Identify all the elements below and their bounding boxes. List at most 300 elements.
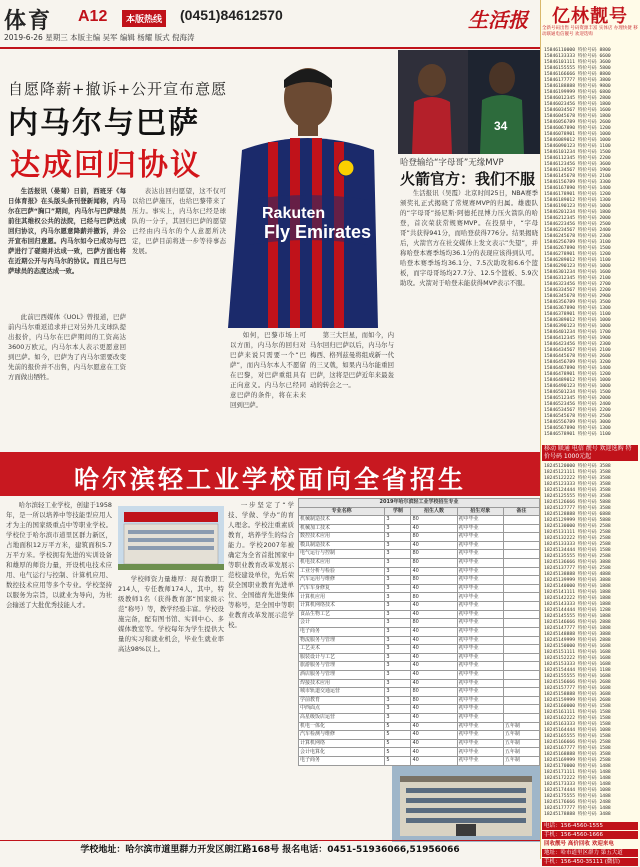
table-row [299,653,540,662]
table-cell [503,627,539,636]
table-cell: 3 [385,653,411,662]
table-cell: 3 [385,541,411,550]
phone-number-item: 18245140000 特价号码 1888 [544,584,611,589]
table-cell [503,559,539,568]
phone-number-item: 15846467890 特价号码 1400 [544,366,611,371]
phone-number-item: 15846145678 特价号码 2100 [544,174,611,179]
table-cell: 40 [411,757,457,766]
phone-number-item: 15846445678 特价号码 2600 [544,354,611,359]
table-cell: 80 [411,516,457,525]
table-row [299,567,540,576]
table-cell: 80 [411,559,457,568]
phone-number-item: 18245153333 特价号码 1688 [544,662,611,667]
phone-number-item: 15846289012 特价号码 1100 [544,258,611,263]
phone-number-item: 15846034567 特价号码 1600 [544,108,611,113]
table-cell: 40 [411,610,457,619]
table-cell: 初中毕业 [457,714,503,723]
table-cell: 3 [385,559,411,568]
contact-line: 手机：156-450-35111 (微信) [542,858,638,866]
table-row [299,705,540,714]
table-cell: 3 [385,636,411,645]
table-row [299,731,540,740]
phone-number-item: 18245174444 特价号码 1088 [544,788,611,793]
phone-number-item: 15846167890 特价号码 1400 [544,186,611,191]
phone-number-item: 18245125555 特价号码 3588 [544,494,611,499]
table-row [299,696,540,705]
table-cell: 初中毕业 [457,576,503,585]
table-cell: 3 [385,524,411,533]
table-cell: 五年制 [503,748,539,757]
table-row [299,576,540,585]
table-cell [503,670,539,679]
phone-number-item: 15846312345 特价号码 2100 [544,276,611,281]
sidebar-contact [542,822,638,867]
phone-number-item: 18245147777 特价号码 1888 [544,626,611,631]
phone-number-item: 18245165555 特价号码 1588 [544,734,611,739]
table-cell: 机械加工技术 [299,524,385,533]
table-row [299,739,540,748]
table-cell: 40 [411,524,457,533]
table-cell: 数控技术应用 [299,533,385,542]
table-cell: 初中毕业 [457,696,503,705]
phone-number-item: 15846267890 特价号码 1500 [544,246,611,251]
phone-number-item: 18245132222 特价号码 2588 [544,536,611,541]
date-line: 2019-6-26 星期三 本版主编 吴军 编辑 杨耀 版式 倪海涛 [4,33,195,42]
table-cell: 5 [385,722,411,731]
table-cell: 初中毕业 [457,593,503,602]
phone-number-item: 18245128888 特价号码 6888 [544,512,611,517]
table-header-cell: 招生人数 [411,507,457,516]
table-cell: 工艺美术 [299,645,385,654]
table-cell [503,662,539,671]
phone-number-item: 18245163333 特价号码 1588 [544,722,611,727]
phone-number-item: 15846155555 特价号码 5800 [544,66,611,71]
table-cell: 初中毕业 [457,627,503,636]
phone-number-item: 18245172222 特价号码 1488 [544,776,611,781]
table-cell: 80 [411,688,457,697]
table-row [299,610,540,619]
table-cell: 40 [411,731,457,740]
phone-number-item: 15846389012 特价号码 1000 [544,318,611,323]
table-cell: 焊接技术应用 [299,679,385,688]
table-cell: 工业分析与检验 [299,567,385,576]
masthead-rule [0,47,540,49]
table-cell: 3 [385,516,411,525]
phone-number-item: 15846434567 特价号码 2100 [544,348,611,353]
table-cell: 食品生物工艺 [299,610,385,619]
phone-number-item: 18245136666 特价号码 3888 [544,560,611,565]
neymar-col-5: 第三大巨星，而如今，内马尔回归巴萨以后，内马尔与梅西、格列兹曼将组成新一代的三叉戟，如果内马尔能重回巴萨，这将是巴萨近年来最轰动的转会之一。 [310,331,394,389]
neymar-kicker: 自愿降薪+撤诉+公开宣布意愿 [8,80,228,98]
phone-number-item: 18245164444 特价号码 1088 [544,728,611,733]
table-header-cell: 备注 [503,507,539,516]
table-cell [503,541,539,550]
table-cell: 初中毕业 [457,610,503,619]
phone-number-item: 18245122222 特价号码 3588 [544,476,611,481]
phone-number-item: 18245157777 特价号码 1688 [544,686,611,691]
phone-number-item: 18245167777 特价号码 1588 [544,746,611,751]
table-cell: 40 [411,584,457,593]
phone-number-item: 15846490123 特价号码 1000 [544,384,611,389]
table-cell: 高星级饭店运营 [299,714,385,723]
table-cell: 5 [385,757,411,766]
phone-number-item: 18245139999 特价号码 3888 [544,578,611,583]
table-cell: 5 [385,739,411,748]
table-cell: 初中毕业 [457,550,503,559]
table-cell: 3 [385,705,411,714]
table-cell: 初中毕业 [457,541,503,550]
phone-number-item: 18245127777 特价号码 3588 [544,506,611,511]
table-row [299,533,540,542]
ad-footer: 学校地址：哈尔滨市道里群力开发区朗江路168号 报名电话：0451-51936066,51956066 [0,840,540,859]
table-cell: 初中毕业 [457,705,503,714]
phone-number-item: 18245129999 特价号码 5888 [544,518,611,523]
table-cell: 初中毕业 [457,757,503,766]
table-cell: 五年制 [503,757,539,766]
table-cell [503,645,539,654]
phone-number-item: 15846489012 特价号码 1000 [544,378,611,383]
sidebar-title: 亿林靓号 [552,6,628,27]
table-cell [503,688,539,697]
table-row [299,645,540,654]
table-cell: 会计 [299,619,385,628]
table-cell: 初中毕业 [457,653,503,662]
phone-number-item: 15846134567 特价号码 1900 [544,168,611,173]
phone-number-item: 15846578901 特价号码 1100 [544,432,611,437]
table-cell: 3 [385,576,411,585]
phone-number-item: 15846190123 特价号码 1000 [544,204,611,209]
table-cell: 40 [411,670,457,679]
table-cell: 3 [385,550,411,559]
hotline-label: 本版热线 [122,10,166,27]
table-cell: 3 [385,714,411,723]
table-cell [503,550,539,559]
phone-number-item: 15846189012 特价号码 1300 [544,198,611,203]
table-cell: 40 [411,739,457,748]
phone-number-item: 18245159999 特价号码 2688 [544,698,611,703]
table-cell: 学前教育 [299,696,385,705]
table-cell: 3 [385,610,411,619]
phone-number-item: 18245131111 特价号码 2588 [544,530,611,535]
phone-number-item: 18245138888 特价号码 4888 [544,572,611,577]
table-row [299,541,540,550]
table-cell: 3 [385,662,411,671]
table-cell: 五年制 [503,722,539,731]
table-cell: 5 [385,731,411,740]
table-cell [503,696,539,705]
table-cell [503,610,539,619]
table-cell: 五年制 [503,731,539,740]
table-cell: 初中毕业 [457,739,503,748]
table-cell: 初中毕业 [457,670,503,679]
phone-number-item: 18245175555 特价号码 1488 [544,794,611,799]
phone-number-item: 18245170000 特价号码 1488 [544,764,611,769]
phone-number-item: 15846201234 特价号码 1800 [544,210,611,215]
page-code: A12 [78,8,108,25]
table-cell [503,524,539,533]
phone-number-item: 15846478901 特价号码 1200 [544,372,611,377]
phone-number-item: 15846290123 特价号码 1000 [544,264,611,269]
phone-number-item: 18245176666 特价号码 2488 [544,800,611,805]
neymar-headline: 内马尔与巴萨 [8,106,200,141]
phone-number-item: 15846212345 特价号码 2000 [544,216,611,221]
table-row [299,550,540,559]
table-cell: 初中毕业 [457,516,503,525]
table-cell: 40 [411,722,457,731]
table-cell: 3 [385,593,411,602]
table-cell: 初中毕业 [457,602,503,611]
contact-line: 电话：156-4560-1555 [542,822,638,830]
phone-number-item: 18245144444 特价号码 1288 [544,608,611,613]
table-header-row [299,507,540,516]
phone-number-item: 15846390123 特价号码 1000 [544,324,611,329]
table-cell: 3 [385,627,411,636]
phone-number-item: 18245171111 特价号码 1488 [544,770,611,775]
table-cell: 初中毕业 [457,688,503,697]
phone-number-item: 18245169999 特价号码 2588 [544,758,611,763]
table-cell: 3 [385,688,411,697]
table-cell: 3 [385,567,411,576]
table-row [299,722,540,731]
mvp-article-body: 生活报讯（吴霞）北京时间25日，NBA赛季颁奖礼正式揭晓了常规赛MVP的归属。雄鹿队的“字母哥”扬尼斯·阿德托昆博力压火箭队的哈登，首次荣获常规赛MVP。在投票中，“字母哥”共获得941分，而哈登获得776分。结果揭晓后，火箭官方在社交媒体上发文表示“失望”，并称哈登本赛季场均36.1分的表现应该得到认可。哈登本赛季场均36.1分、7.5次助攻和6.6个篮板，而字母哥场均27.7分、12.5个篮板、5.9次助攻。火箭对于哈登未能获得MVP表示不服。 [400,189,538,287]
phone-number-item: 15846345678 特价号码 2900 [544,294,611,299]
phone-number-item: 15846412345 特价号码 1900 [544,336,611,341]
table-cell: 40 [411,541,457,550]
table-caption: 2019年哈尔滨轻工业学校招生专业 [299,499,540,508]
table-cell: 3 [385,533,411,542]
phone-number-item: 15846567890 特价号码 1300 [544,426,611,431]
table-cell: 模具制造技术 [299,541,385,550]
svg-text:34: 34 [494,119,508,133]
table-cell: 初中毕业 [457,645,503,654]
table-cell [503,516,539,525]
table-row [299,559,540,568]
table-row [299,662,540,671]
table-cell: 初中毕业 [457,619,503,628]
table-cell: 中西面点 [299,705,385,714]
phone-number-item: 18245146666 特价号码 2888 [544,620,611,625]
table-cell: 40 [411,567,457,576]
table-cell [503,593,539,602]
table-cell: 80 [411,696,457,705]
table-cell: 初中毕业 [457,722,503,731]
table-cell: 40 [411,679,457,688]
phone-number-item: 18245154444 特价号码 1188 [544,668,611,673]
table-cell [503,567,539,576]
table-cell [503,679,539,688]
table-cell: 40 [411,714,457,723]
phone-number-item: 15846112345 特价号码 2200 [544,156,611,161]
table-cell: 40 [411,748,457,757]
table-cell: 3 [385,619,411,628]
phone-number-item: 15846078901 特价号码 1000 [544,132,611,137]
table-cell: 初中毕业 [457,524,503,533]
mvp-photo [398,50,540,154]
neymar-col-4: 如何，巴黎市场上可以方面，内马尔的回归对巴萨来说只需要一个“巴萨”，而内马尔本人不愿留在巴黎，对巴萨重组具有正向意义。内马尔已经同意巴萨的条件，将在未来回到巴萨。 [230,331,306,409]
table-row [299,584,540,593]
phone-number-item: 18245160000 特价号码 1588 [544,704,611,709]
ad-col-left: 哈尔滨轻工业学校，创建于1958年，是一所以培养中等技能型应用人才为主的国家级重点中等职业学校。学校位于哈尔滨市道里区群力新区，占地面积12万平方米，建筑面积5.7万平方米。学校拥有先进的实训设备和雄厚的师资力量，开设机电技术应用、电气运行与控制、计算机应用、数控技术应用等多个专业。学校坚持以服务为宗旨，以就业为导向，为社会输送了大批优秀技能人才。 [6,501,112,609]
phone-number-item: 18245177777 特价号码 1488 [544,806,611,811]
table-cell: 80 [411,533,457,542]
mvp-photo-caption: 哈登输给“字母哥”无缘MVP [400,158,504,168]
svg-text:Fly Emirates: Fly Emirates [264,222,372,242]
table-header-cell: 专业名称 [299,507,385,516]
table-header-cell: 学制 [385,507,411,516]
phone-number-item: 15846545678 特价号码 2500 [544,414,611,419]
phone-number-item: 15846301234 特价号码 1600 [544,270,611,275]
table-row [299,636,540,645]
phone-number-item: 15846501234 特价号码 1500 [544,390,611,395]
table-cell: 初中毕业 [457,559,503,568]
section-name: 体育 [4,8,53,34]
contact-line: 地址：哈市道里区群力 第五大道 [542,849,638,857]
table-header-cell: 招生对象 [457,507,503,516]
phone-number-item: 15846101111 特价号码 3600 [544,60,611,65]
phone-number-item: 18245161111 特价号码 1588 [544,710,611,715]
phone-number-item: 18245133333 特价号码 2588 [544,542,611,547]
enrollment-table [298,498,540,766]
table-cell: 初中毕业 [457,584,503,593]
phone-number-item: 15846367890 特价号码 1300 [544,306,611,311]
table-cell: 初中毕业 [457,731,503,740]
table-cell: 会计电算化 [299,748,385,757]
neymar-photo [228,50,378,328]
phone-number-item: 15846378901 特价号码 1100 [544,312,611,317]
phone-number-item: 15846356789 特价号码 3500 [544,300,611,305]
table-cell: 计算机网络 [299,739,385,748]
table-cell: 40 [411,705,457,714]
phone-number-item: 18245141111 特价号码 1888 [544,590,611,595]
table-cell: 旅游服务与管理 [299,662,385,671]
table-cell: 五年制 [503,739,539,748]
number-list-a [544,48,638,444]
table-cell [503,636,539,645]
table-cell [503,714,539,723]
phone-number-item: 15846223456 特价号码 2500 [544,222,611,227]
table-cell: 酒店服务与管理 [299,670,385,679]
phone-number-item: 15846556789 特价号码 3000 [544,420,611,425]
table-cell: 3 [385,670,411,679]
hotline-number: (0451)84612570 [180,7,283,23]
phone-number-item: 15846178901 特价号码 1200 [544,192,611,197]
phone-number-item: 18245130000 特价号码 2588 [544,524,611,529]
table-cell: 电子商务 [299,757,385,766]
table-cell [503,653,539,662]
phone-number-item: 15846089012 特价号码 1000 [544,138,611,143]
phone-number-item: 15846123456 特价号码 3600 [544,162,611,167]
table-cell: 电子商务 [299,627,385,636]
phone-number-item: 18245155555 特价号码 1688 [544,674,611,679]
ad-col-mid: 学校师资力量雄厚：现有教职工214人，专任教师174人，其中，特级教师1名（获得教育部“国家级示范”称号）等，教学经验丰富。学校设施完备，配有图书馆、实训中心、多媒体教室等。学校每年为学生提供大量的实习和就业机会，毕业生就业率高达98%以上。 [118,575,224,653]
table-cell: 初中毕业 [457,748,503,757]
table-row [299,524,540,533]
phone-number-item: 18245143333 特价号码 1888 [544,602,611,607]
phone-number-item: 18245162222 特价号码 1588 [544,716,611,721]
phone-number-item: 15846245678 特价号码 2300 [544,234,611,239]
phone-number-item: 18245120000 特价号码 3588 [544,464,611,469]
phone-number-item: 15846278901 特价号码 1200 [544,252,611,257]
table-cell: 计算机网络技术 [299,602,385,611]
phone-number-item: 18245148888 特价号码 3888 [544,632,611,637]
phone-number-item: 15846423456 特价号码 2300 [544,342,611,347]
mvp-headline: 火箭官方：我们不服 [400,170,536,188]
phone-number-item: 15846523456 特价号码 2400 [544,402,611,407]
contact-line: 回收靓号 高价回收 欢迎来电 [542,840,638,848]
table-cell: 初中毕业 [457,679,503,688]
table-cell: 电气运行与控制 [299,550,385,559]
table-cell: 初中毕业 [457,636,503,645]
table-row [299,602,540,611]
school-building-photo [392,766,540,842]
neymar-col-3: 表达出回归愿望，这不仅可以给巴萨施压，也给巴黎带来了压力。事实上，内马尔已经是球队的一分子，其回归巴萨的愿望已经由内马尔的个人意愿所决定，巴萨目前将进一步等待事态发展。 [132,187,226,255]
table-row [299,748,540,757]
neymar-col-1: 生活报讯（晏菊）日前，西班牙《每日体育报》在头版头条刊登新闻称，内马尔在巴萨“胸口”期间，内马尔与巴萨球员前往其维权公共的法院，已经与巴萨达成回归协议，内马尔愿意降薪并撤诉，并公开宣布回归意愿。内马尔如今已成功与巴萨进行了磋商并达成一致，巴萨方面也将在近期公开与内马尔的协议。而且已与巴萨球员的态度达成一致。 [8,187,126,275]
phone-number-item: 18245137777 特价号码 2588 [544,566,611,571]
phone-number-item: 18245152222 特价号码 1688 [544,656,611,661]
phone-number-item: 18245173333 特价号码 1488 [544,782,611,787]
phone-number-item: 15846067890 特价号码 1200 [544,126,611,131]
table-cell: 机电技术应用 [299,559,385,568]
table-row [299,688,540,697]
phone-number-item: 18245156666 特价号码 2688 [544,680,611,685]
table-cell [503,619,539,628]
table-cell: 机械制造技术 [299,516,385,525]
table-cell: 5 [385,748,411,757]
table-cell: 40 [411,602,457,611]
phone-number-item: 15846023456 特价号码 1800 [544,102,611,107]
phone-number-item: 15846045678 特价号码 1800 [544,114,611,119]
table-cell [503,602,539,611]
phone-number-item: 15846156789 特价号码 3300 [544,180,611,185]
table-cell [503,576,539,585]
newspaper-logo: 生活报 [468,8,528,32]
table-cell: 计算机应用 [299,593,385,602]
phone-number-item: 15846401234 特价号码 1700 [544,330,611,335]
phone-number-item: 18245168888 特价号码 3588 [544,752,611,757]
table-cell: 服装设计与工艺 [299,653,385,662]
table-cell [503,705,539,714]
phone-number-item: 18245135555 特价号码 2588 [544,554,611,559]
table-cell: 80 [411,619,457,628]
table-cell: 3 [385,696,411,705]
table-row [299,670,540,679]
table-cell: 汽车检测与维修 [299,731,385,740]
table-cell: 物流服务与管理 [299,636,385,645]
table-cell: 80 [411,576,457,585]
table-cell: 初中毕业 [457,533,503,542]
table-cell: 40 [411,662,457,671]
phone-number-item: 15846188888 特价号码 9800 [544,84,611,89]
phone-number-item: 18245134444 特价号码 1588 [544,548,611,553]
phone-number-item: 18245151111 特价号码 1688 [544,650,611,655]
table-cell: 汽车车身修复 [299,584,385,593]
table-cell: 3 [385,584,411,593]
phone-number-item: 18245178888 特价号码 3488 [544,812,611,817]
phone-number-item: 15846133333 特价号码 6600 [544,54,611,59]
table-row [299,627,540,636]
phone-number-item: 15846512345 特价号码 2000 [544,396,611,401]
table-cell: 3 [385,602,411,611]
phone-number-item: 15846256789 特价号码 3100 [544,240,611,245]
phone-number-item: 15846110000 特价号码 8800 [544,48,611,53]
phone-number-item: 15846056789 特价号码 2600 [544,120,611,125]
phone-number-item: 15846101234 特价号码 1500 [544,150,611,155]
table-cell: 40 [411,645,457,654]
phone-number-item: 15846323456 特价号码 2700 [544,282,611,287]
ad-banner-title: 哈尔滨轻工业学校面向全省招生 [73,465,466,494]
phone-number-item: 18245166666 特价号码 2588 [544,740,611,745]
